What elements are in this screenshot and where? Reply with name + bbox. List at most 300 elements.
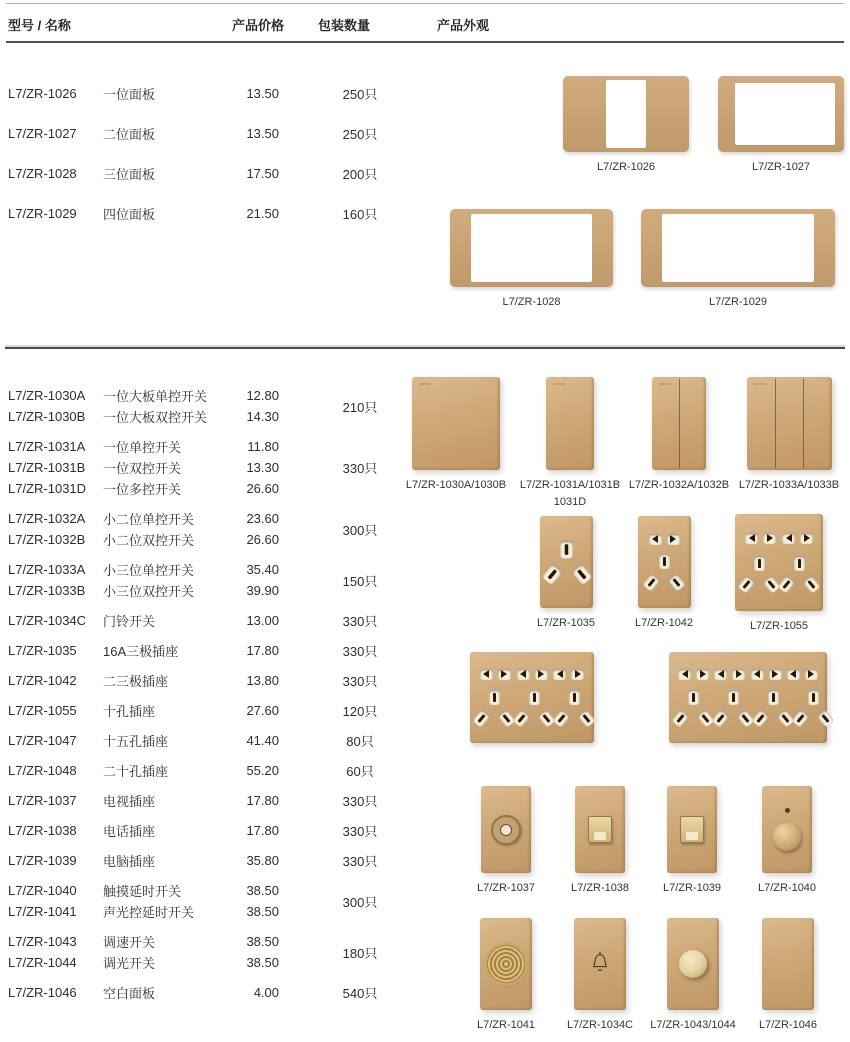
- product-group: [8, 385, 428, 427]
- phone-socket-image: [575, 786, 625, 873]
- qty-cell: 330只: [342, 794, 378, 809]
- name-cell: 一位大板双控开关: [103, 410, 208, 425]
- figure-blank-panel-1046: [743, 918, 833, 1034]
- mount-clip: [588, 422, 602, 445]
- touch-delay-switch-image: [762, 786, 812, 873]
- qty-cell: 210只: [342, 399, 378, 415]
- mount-clip: [711, 802, 725, 824]
- price-cell: 38.50: [246, 904, 279, 919]
- figure-label: L7/ZR-1028: [502, 296, 561, 308]
- price-cell: 11.80: [247, 439, 279, 454]
- model-cell: L7/ZR-1043: [8, 934, 77, 949]
- header-appearance: 产品外观: [437, 18, 490, 33]
- price-cell: 13.30: [246, 460, 279, 475]
- model-cell: L7/ZR-1040: [8, 883, 77, 898]
- two-pin-holes: [649, 534, 680, 545]
- model-cell: L7/ZR-1047: [8, 733, 77, 748]
- pin-hole: [787, 669, 800, 680]
- product-row: [8, 670, 292, 691]
- price-cell: 17.80: [246, 643, 279, 658]
- product-group: [8, 162, 428, 184]
- sound-light-delay-switch-image: [480, 918, 532, 1010]
- three-pin-holes: [644, 554, 684, 590]
- price-cell: 38.50: [246, 934, 279, 949]
- two-gang-switch-image: [652, 377, 706, 470]
- name-cell: 声光控延时开关: [103, 905, 195, 920]
- three-pin-holes: [713, 690, 753, 726]
- pin-hole: [754, 556, 765, 571]
- header-rule: [6, 41, 844, 43]
- coax-pin-icon: [500, 824, 512, 836]
- figure-touch-switch-1040: [742, 786, 832, 897]
- pin-hole: [569, 690, 580, 705]
- figure-label: L7/ZR-1043/1044: [650, 1019, 736, 1031]
- mount-clip: [525, 828, 539, 850]
- figure-label: L7/ZR-1046: [758, 1019, 818, 1031]
- product-group: [8, 202, 428, 224]
- figure-doorbell-switch-1034c: [555, 918, 645, 1034]
- product-row: [8, 760, 292, 781]
- qty-cell: 250只: [342, 126, 378, 142]
- name-cell: 小三位单控开关: [103, 563, 195, 578]
- pin-hole: [688, 690, 699, 705]
- product-group: [8, 982, 428, 1003]
- frame-window: [735, 83, 835, 145]
- five-hole-socket-image: [638, 516, 691, 608]
- price-cell: 35.40: [246, 562, 279, 577]
- product-row: [8, 202, 292, 224]
- price-cell: 13.50: [246, 125, 279, 141]
- product-group: [8, 122, 428, 144]
- qty-cell: 330只: [342, 644, 378, 659]
- two-pin-holes: [553, 669, 584, 680]
- one-gang-switch-image: [546, 377, 594, 470]
- panel-price-table: [8, 82, 428, 242]
- pin-hole: [696, 669, 709, 680]
- pin-hole: [553, 669, 566, 680]
- name-cell: 一位双控开关: [103, 461, 182, 476]
- model-cell: L7/ZR-1030A: [8, 388, 86, 403]
- pin-hole: [489, 690, 500, 705]
- pin-hole: [577, 710, 595, 729]
- price-cell: 14.30: [246, 409, 279, 424]
- switch-socket-price-table: [8, 385, 428, 1012]
- ten-hole-socket-image: [735, 514, 823, 611]
- three-pin-holes: [779, 556, 819, 592]
- name-cell: 一位面板: [103, 86, 156, 102]
- figure-label: L7/ZR-1033A/1033B: [738, 479, 840, 491]
- mount-clip: [526, 962, 540, 985]
- socket-holes: [470, 652, 594, 743]
- four-gang-frame-image: [641, 209, 835, 287]
- figure-sound-light-switch-1041: [461, 918, 551, 1034]
- model-cell: L7/ZR-1042: [8, 673, 77, 688]
- qty-cell: 120只: [342, 704, 378, 719]
- price-cell: 17.80: [246, 793, 279, 808]
- product-group: [8, 559, 428, 601]
- figure-dimmer-switch-1043: [645, 918, 741, 1034]
- qty-cell: 160只: [342, 206, 378, 222]
- pin-hole: [517, 669, 530, 680]
- section-separator: [5, 347, 845, 349]
- price-cell: 13.80: [246, 673, 279, 688]
- price-cell: 38.50: [246, 883, 279, 898]
- two-pin-holes: [480, 669, 511, 680]
- frame-window: [471, 214, 592, 282]
- model-cell: L7/ZR-1032B: [8, 532, 86, 547]
- pin-hole: [649, 534, 662, 545]
- price-cell: 27.60: [246, 703, 279, 718]
- model-cell: L7/ZR-1033B: [8, 583, 86, 598]
- name-cell: 空白面板: [103, 986, 156, 1001]
- pin-hole: [711, 710, 729, 729]
- qty-cell: 60只: [346, 764, 374, 779]
- two-pin-holes: [517, 669, 548, 680]
- pin-hole: [667, 574, 685, 593]
- product-row: [8, 850, 292, 871]
- figure-label: L7/ZR-1035: [536, 617, 596, 629]
- three-pin-holes: [554, 690, 594, 726]
- two-pin-holes: [751, 669, 782, 680]
- 16a-three-pin-socket-image: [540, 516, 593, 608]
- product-row: [8, 901, 292, 922]
- product-row: [8, 436, 292, 457]
- mount-clip: [619, 828, 633, 850]
- product-row: [8, 580, 292, 601]
- computer-socket-image: [667, 786, 717, 873]
- price-cell: 13.00: [246, 613, 279, 628]
- price-cell: 26.60: [246, 481, 279, 496]
- name-cell: 调速开关: [103, 935, 156, 950]
- product-row: [8, 931, 292, 952]
- product-group: [8, 730, 428, 751]
- product-row: [8, 457, 292, 478]
- blank-panel-image: [762, 918, 814, 1010]
- model-cell: L7/ZR-1033A: [8, 562, 86, 577]
- socket-holes: [735, 514, 823, 611]
- pin-hole: [816, 710, 834, 729]
- header-qty: 包装数量: [318, 18, 371, 33]
- price-cell: 13.50: [246, 85, 279, 101]
- model-cell: L7/ZR-1029: [8, 205, 77, 221]
- frame-window: [606, 80, 646, 148]
- mount-clip: [826, 394, 840, 417]
- product-group: [8, 700, 428, 721]
- model-cell: L7/ZR-1048: [8, 763, 77, 778]
- pin-hole: [751, 669, 764, 680]
- mount-clip: [620, 935, 634, 958]
- figure-computer-socket-1039: [647, 786, 737, 897]
- pin-hole: [570, 563, 591, 585]
- pin-hole: [745, 533, 758, 544]
- figure-label: L7/ZR-1040: [757, 882, 817, 894]
- product-group: [8, 880, 428, 922]
- qty-cell: 80只: [346, 734, 374, 749]
- gang-divider: [775, 379, 776, 468]
- name-cell: 电脑插座: [103, 854, 156, 869]
- model-cell: L7/ZR-1035: [8, 643, 77, 658]
- product-row: [8, 982, 292, 1003]
- three-pin-holes: [753, 690, 793, 726]
- pin-hole: [552, 710, 570, 729]
- model-cell: L7/ZR-1041: [8, 904, 77, 919]
- price-cell: 17.50: [246, 165, 279, 181]
- one-gang-frame-image: [563, 76, 689, 152]
- product-group: [8, 670, 428, 691]
- pin-hole: [791, 710, 809, 729]
- figure-phone-socket-1038: [555, 786, 645, 897]
- figure-label: L7/ZR-1031A/1031B: [519, 479, 621, 491]
- pin-hole: [805, 669, 818, 680]
- qty-cell: 200只: [342, 166, 378, 182]
- mount-clip: [713, 962, 727, 985]
- mount-clip: [711, 828, 725, 850]
- product-row: [8, 529, 292, 550]
- name-cell: 电话插座: [103, 824, 156, 839]
- rotary-knob-icon: [679, 950, 707, 978]
- bell-icon: [589, 949, 611, 980]
- pin-hole: [714, 669, 727, 680]
- mount-clip: [588, 394, 602, 417]
- mount-clip: [806, 828, 820, 850]
- pin-hole: [800, 533, 813, 544]
- product-row: [8, 406, 292, 427]
- product-row: [8, 880, 292, 901]
- price-cell: 38.50: [246, 955, 279, 970]
- product-row: [8, 730, 292, 751]
- pin-hole: [642, 574, 660, 593]
- name-cell: 四位面板: [103, 206, 156, 222]
- mount-clip: [826, 422, 840, 445]
- price-cell: 55.20: [246, 763, 279, 778]
- frame-window: [662, 214, 814, 282]
- figure-socket-1047: [470, 652, 594, 743]
- figure-switch-1032: [623, 377, 735, 494]
- product-row: [8, 640, 292, 661]
- pin-hole: [769, 669, 782, 680]
- model-cell: L7/ZR-1031B: [8, 460, 86, 475]
- phone-jack-icon: [588, 816, 612, 843]
- socket-holes: [638, 516, 691, 608]
- model-cell: L7/ZR-1032A: [8, 511, 86, 526]
- three-gang-frame-image: [450, 209, 613, 287]
- name-cell: 调光开关: [103, 956, 156, 971]
- mount-clip: [700, 394, 714, 417]
- coax-connector-icon: [491, 815, 521, 845]
- pin-hole: [659, 554, 670, 569]
- three-pin-holes: [474, 690, 514, 726]
- two-gang-frame-image: [718, 76, 844, 152]
- model-cell: L7/ZR-1031D: [8, 481, 87, 496]
- figure-panel-1028: [450, 209, 613, 311]
- figure-label: L7/ZR-1029: [708, 296, 768, 308]
- product-row: [8, 385, 292, 406]
- socket-holes: [535, 508, 598, 617]
- qty-cell: 540只: [342, 986, 378, 1001]
- qty-cell: 300只: [342, 894, 378, 910]
- qty-cell: 330只: [342, 461, 378, 476]
- name-cell: 十五孔插座: [103, 734, 169, 749]
- name-cell: 三位面板: [103, 166, 156, 182]
- fifteen-hole-socket-image: [470, 652, 594, 743]
- pin-hole: [472, 710, 490, 729]
- header-model: 型号 / 名称: [8, 18, 71, 33]
- price-cell: 12.80: [246, 388, 279, 403]
- qty-cell: 330只: [342, 854, 378, 869]
- model-cell: L7/ZR-1030B: [8, 409, 86, 424]
- qty-cell: 250只: [342, 86, 378, 102]
- price-cell: 21.50: [246, 205, 279, 221]
- pin-hole: [768, 690, 779, 705]
- product-group: [8, 760, 428, 781]
- figure-label: L7/ZR-1039: [662, 882, 722, 894]
- figure-switch-1030: [399, 377, 513, 494]
- three-pin-holes: [514, 690, 554, 726]
- pin-hole: [529, 690, 540, 705]
- pin-hole: [667, 534, 680, 545]
- product-row: [8, 700, 292, 721]
- pin-hole: [480, 669, 493, 680]
- three-pin-holes: [739, 556, 779, 592]
- two-pin-holes: [782, 533, 813, 544]
- name-cell: 16A三极插座: [103, 644, 179, 659]
- product-row: [8, 122, 292, 144]
- product-group: [8, 82, 428, 104]
- gang-divider: [803, 379, 804, 468]
- pin-hole: [728, 690, 739, 705]
- pin-hole: [808, 690, 819, 705]
- pin-hole: [732, 669, 745, 680]
- model-cell: L7/ZR-1031A: [8, 439, 86, 454]
- product-row: [8, 610, 292, 631]
- name-cell: 一位多控开关: [103, 482, 182, 497]
- product-group: [8, 931, 428, 973]
- tv-socket-image: [481, 786, 531, 873]
- mount-clip: [494, 422, 508, 445]
- figure-socket-1048: [669, 652, 827, 743]
- name-cell: 二位面板: [103, 126, 156, 142]
- pin-hole: [560, 541, 573, 559]
- pin-hole: [763, 533, 776, 544]
- qty-cell: 330只: [342, 674, 378, 689]
- product-group: [8, 610, 428, 631]
- mount-clip: [620, 962, 634, 985]
- product-group: [8, 850, 428, 871]
- pin-hole: [802, 576, 820, 595]
- two-pin-holes: [787, 669, 818, 680]
- name-cell: 一位单控开关: [103, 440, 182, 455]
- figure-label: L7/ZR-1038: [570, 882, 630, 894]
- doorbell-switch-image: [574, 918, 626, 1010]
- name-cell: 十孔插座: [103, 704, 156, 719]
- model-cell: L7/ZR-1055: [8, 703, 77, 718]
- pin-hole: [571, 669, 584, 680]
- qty-cell: 150只: [342, 573, 378, 589]
- mount-clip: [494, 394, 508, 417]
- product-row: [8, 559, 292, 580]
- pin-hole: [751, 710, 769, 729]
- price-cell: 35.80: [246, 853, 279, 868]
- name-cell: 二十孔插座: [103, 764, 169, 779]
- figure-panel-1026: [563, 76, 689, 176]
- qty-cell: 180只: [342, 945, 378, 961]
- figure-label: L7/ZR-1034C: [566, 1019, 634, 1031]
- mount-clip: [619, 802, 633, 824]
- model-cell: L7/ZR-1028: [8, 165, 77, 181]
- model-cell: L7/ZR-1039: [8, 853, 77, 868]
- qty-cell: 300只: [342, 522, 378, 538]
- figure-socket-1035: [521, 516, 611, 632]
- touch-button-icon: [773, 823, 801, 851]
- price-cell: 23.60: [246, 511, 279, 526]
- figure-socket-1055: [733, 514, 825, 635]
- figure-switch-1033: [733, 377, 845, 494]
- product-row: [8, 508, 292, 529]
- qty-cell: 330只: [342, 614, 378, 629]
- mount-clip: [526, 935, 540, 958]
- twenty-hole-socket-image: [669, 652, 827, 743]
- pin-hole: [782, 533, 795, 544]
- model-cell: L7/ZR-1034C: [8, 613, 87, 628]
- mount-clip: [700, 422, 714, 445]
- figure-label: L7/ZR-1030A/1030B: [405, 479, 507, 491]
- pin-hole: [671, 710, 689, 729]
- qty-cell: 330只: [342, 824, 378, 839]
- two-pin-holes: [714, 669, 745, 680]
- mount-clip: [806, 802, 820, 824]
- name-cell: 门铃开关: [103, 614, 156, 629]
- name-cell: 小二位单控开关: [103, 512, 195, 527]
- name-cell: 触摸延时开关: [103, 884, 182, 899]
- figure-socket-1042: [619, 516, 709, 632]
- sensor-disc-icon: [487, 945, 525, 983]
- figure-label-line2: 1031D: [553, 495, 587, 508]
- pin-hole: [498, 669, 511, 680]
- network-jack-icon: [680, 816, 704, 843]
- three-pin-holes: [793, 690, 833, 726]
- product-group: [8, 508, 428, 550]
- model-cell: L7/ZR-1037: [8, 793, 77, 808]
- name-cell: 一位大板单控开关: [103, 389, 208, 404]
- product-group: [8, 640, 428, 661]
- product-group: [8, 790, 428, 811]
- price-cell: 41.40: [246, 733, 279, 748]
- price-cell: 39.90: [246, 583, 279, 598]
- figure-label: L7/ZR-1037: [476, 882, 536, 894]
- figure-label: L7/ZR-1026: [596, 161, 656, 173]
- price-cell: 17.80: [246, 823, 279, 838]
- product-row: [8, 820, 292, 841]
- two-pin-holes: [678, 669, 709, 680]
- socket-holes: [669, 652, 827, 743]
- name-cell: 电视插座: [103, 794, 156, 809]
- product-row: [8, 162, 292, 184]
- speed-dimmer-switch-image: [667, 918, 719, 1010]
- price-cell: 4.00: [253, 985, 279, 1000]
- pin-hole: [737, 576, 755, 595]
- pin-hole: [541, 563, 562, 585]
- pin-hole: [512, 710, 530, 729]
- big-plate-switch-image: [412, 377, 500, 470]
- price-cell: 26.60: [246, 532, 279, 547]
- model-cell: L7/ZR-1027: [8, 125, 77, 141]
- product-row: [8, 82, 292, 104]
- figure-switch-1031: [514, 377, 626, 510]
- name-cell: 二三极插座: [103, 674, 169, 689]
- three-pin-holes: [673, 690, 713, 726]
- pin-hole: [535, 669, 548, 680]
- model-cell: L7/ZR-1038: [8, 823, 77, 838]
